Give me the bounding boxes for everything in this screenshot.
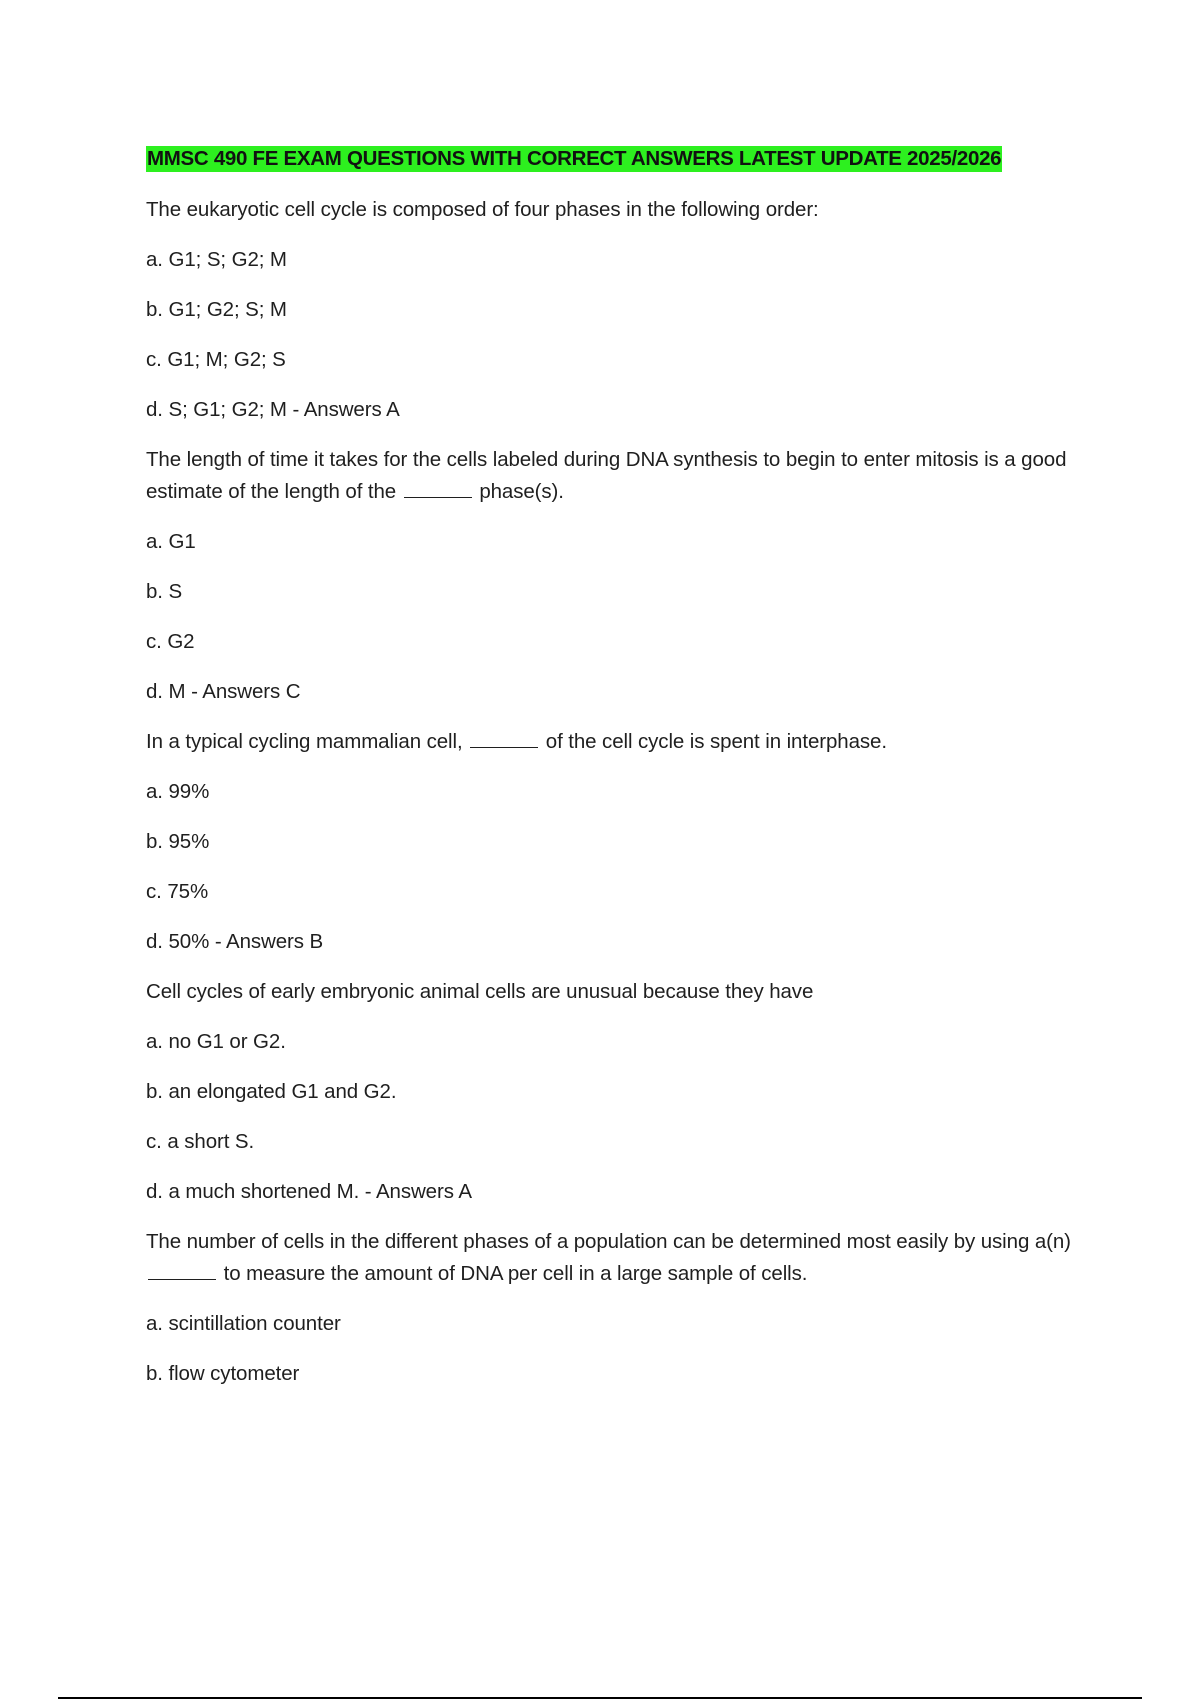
question-5	[146, 1226, 1106, 1390]
question-text-part: to measure the amount of DNA per cell in a large sample of cells.	[223, 1262, 808, 1285]
fill-in-blank	[148, 1261, 216, 1280]
question-text-part: of the cell cycle is spent in interphase.	[545, 730, 887, 753]
question-text	[146, 976, 1106, 1008]
question-text-part: The eukaryotic cell cycle is composed of four phases in the following order:	[146, 198, 819, 221]
fill-in-blank	[404, 479, 472, 498]
question-3	[146, 726, 1106, 958]
question-text	[146, 1226, 1106, 1290]
question-text	[146, 194, 1106, 226]
question-text-part: The length of time it takes for the cells labeled during DNA synthesis to begin to enter mitosis is a good estimate of the length of the	[146, 448, 1067, 503]
answer-option: b. 95%	[146, 830, 210, 853]
answer-option: a. no G1 or G2.	[146, 1030, 286, 1053]
document-page	[146, 146, 1106, 1408]
fill-in-blank	[470, 729, 538, 748]
footer-divider	[58, 1697, 1142, 1699]
answer-option: d. a much shortened M. - Answers A	[146, 1180, 472, 1203]
question-text-part: phase(s).	[479, 480, 564, 503]
answer-option: b. an elongated G1 and G2.	[146, 1080, 397, 1103]
question-text-part: Cell cycles of early embryonic animal cells are unusual because they have	[146, 980, 814, 1003]
answer-option: d. 50% - Answers B	[146, 930, 324, 953]
question-text-part: The number of cells in the different phases of a population can be determined most easily by using a(n)	[146, 1230, 1071, 1253]
answer-option: c. G2	[146, 630, 195, 653]
question-4	[146, 976, 1106, 1208]
question-text	[146, 444, 1106, 508]
answer-option: a. 99%	[146, 780, 210, 803]
answer-option: b. flow cytometer	[146, 1362, 300, 1385]
answer-option: c. G1; M; G2; S	[146, 348, 286, 371]
answer-option: a. G1	[146, 530, 196, 553]
answer-option: b. G1; G2; S; M	[146, 298, 287, 321]
question-text-part: In a typical cycling mammalian cell,	[146, 730, 463, 753]
question-text	[146, 726, 1106, 758]
answer-option: d. M - Answers C	[146, 680, 301, 703]
question-1	[146, 194, 1106, 426]
answer-option: d. S; G1; G2; M - Answers A	[146, 398, 400, 421]
question-2	[146, 444, 1106, 708]
answer-option: a. scintillation counter	[146, 1312, 341, 1335]
document-title: MMSC 490 FE EXAM QUESTIONS WITH CORRECT ANSWERS LATEST UPDATE 2025/2026	[147, 147, 1002, 170]
answer-option: c. 75%	[146, 880, 209, 903]
answer-option: b. S	[146, 580, 183, 603]
answer-option: c. a short S.	[146, 1130, 255, 1153]
answer-option: a. G1; S; G2; M	[146, 248, 287, 271]
